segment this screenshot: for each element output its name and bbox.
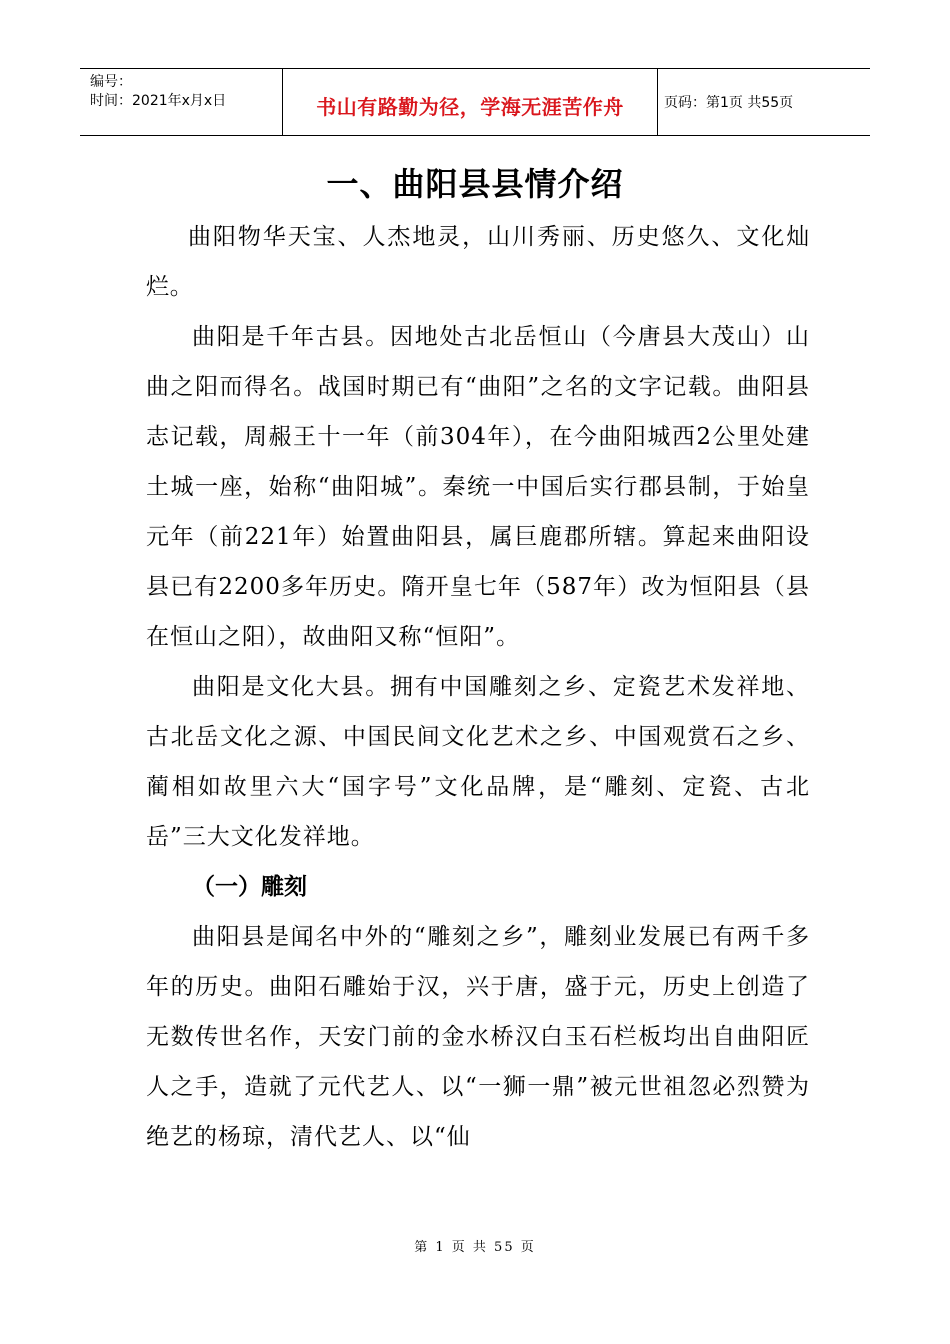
- document-body: [146, 212, 810, 1162]
- page-title: 一、曲阳县县情介绍: [326, 165, 624, 203]
- section-heading: （一）雕刻: [192, 874, 307, 900]
- header-meta: [80, 69, 283, 135]
- document-date: 时间：2021年x月x日: [90, 93, 227, 109]
- header-motto-cell: [283, 69, 658, 135]
- body-paragraph: 曲阳是千年古县。因地处古北岳恒山（今唐县大茂山）山曲之阳而得名。战国时期已有“曲阳”之名的文字记载。曲阳县志记载，周赧王十一年（前304年），在今曲阳城西2公里处建土城一座，始称“曲阳城”。秦统一中国后实行郡县制，于始皇元年（前221年）始置曲阳县，属巨鹿郡所辖。算起来曲阳设县已有2200多年历史。隋开皇七年（587年）改为恒阳县（县在恒山之阳），故曲阳又称“恒阳”。: [146, 324, 810, 650]
- body-paragraph: 曲阳是文化大县。拥有中国雕刻之乡、定瓷艺术发祥地、古北岳文化之源、中国民间文化艺术之乡、中国观赏石之乡、蔺相如故里六大“国字号”文化品牌，是“雕刻、定瓷、古北岳”三大文化发祥地。: [146, 674, 810, 850]
- page-info-text: 页码：第1页 共55页: [664, 95, 794, 111]
- document-header: [80, 68, 870, 136]
- page-footer: 第 1 页 共 55 页: [414, 1240, 536, 1255]
- body-paragraph: 曲阳县是闻名中外的“雕刻之乡”，雕刻业发展已有两千多年的历史。曲阳石雕始于汉，兴于唐，盛于元，历史上创造了无数传世名作，天安门前的金水桥汉白玉石栏板均出自曲阳匠人之手，造就了元代艺人、以“一狮一鼎”被元世祖忽必烈赞为绝艺的杨琼，清代艺人、以“仙: [146, 924, 810, 1150]
- header-page-info: [658, 69, 870, 135]
- document-number-label: 编号：: [90, 74, 132, 90]
- body-paragraph: 曲阳物华天宝、人杰地灵，山川秀丽、历史悠久、文化灿烂。: [146, 224, 810, 300]
- header-motto: 书山有路勤为径，学海无涯苦作舟: [316, 94, 624, 119]
